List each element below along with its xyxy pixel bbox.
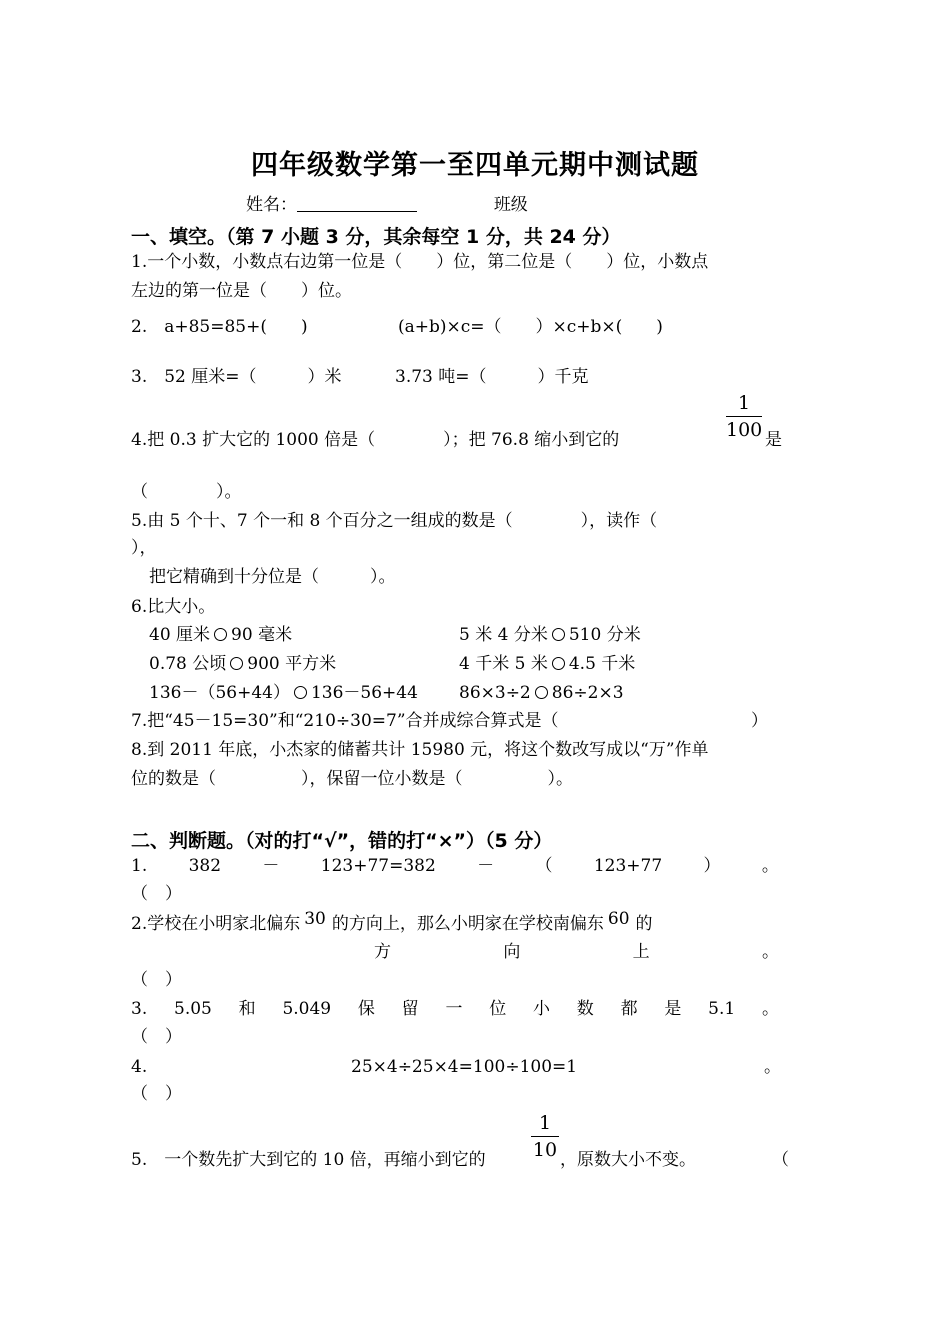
q-part: 123+77 bbox=[593, 856, 663, 876]
q-text: 的 bbox=[635, 914, 653, 934]
s2-q5-fraction bbox=[531, 1112, 559, 1161]
s2-q5-end: ，原数大小不变。 bbox=[560, 1150, 696, 1170]
compare-left: 0.78 公顷 bbox=[149, 654, 227, 674]
class-label: 班级 bbox=[493, 195, 528, 215]
s1-q3-b: 3.73 吨=（ ）千克 bbox=[395, 367, 589, 387]
fraction-numerator: 1 bbox=[538, 1112, 552, 1134]
s2-q4-number: 4. bbox=[131, 1057, 148, 1077]
fraction-denominator: 10 bbox=[532, 1139, 558, 1161]
compare-circle[interactable] bbox=[535, 686, 548, 699]
s1-q4-end: 是 bbox=[765, 430, 782, 450]
s2-q1 bbox=[131, 855, 779, 877]
s1-q7: 7.把“45－15=30”和“210÷30=7”合并成综合算式是（ bbox=[131, 711, 559, 731]
s2-q2-line2 bbox=[374, 941, 779, 963]
q-part: 和 bbox=[238, 999, 256, 1019]
q-part: 5.1 bbox=[708, 999, 736, 1019]
q-part: 位 bbox=[489, 999, 507, 1019]
q-part: 。 bbox=[761, 942, 779, 962]
s2-q4-expression: 25×4÷25×4=100÷100=1 bbox=[351, 1057, 578, 1077]
q-part: 5.05 bbox=[174, 999, 212, 1019]
compare-left: 86×3÷2 bbox=[459, 683, 531, 703]
q-part: 382 bbox=[188, 856, 222, 876]
section-1-heading: 一、填空。（第 7 小题 3 分，其余每空 1 分，共 24 分） bbox=[131, 226, 621, 248]
compare-item bbox=[459, 624, 641, 646]
q-part: ） bbox=[703, 856, 721, 876]
s1-q5-line1: 5.由 5 个十、7 个一和 8 个百分之一组成的数是（ ），读作（ bbox=[131, 511, 658, 531]
q-part: 一 bbox=[445, 999, 463, 1019]
compare-right: 90 毫米 bbox=[231, 625, 293, 645]
compare-left: 4 千米 5 米 bbox=[459, 654, 548, 674]
q-part: 。 bbox=[761, 999, 779, 1019]
q-part: 数 bbox=[576, 999, 594, 1019]
s2-q1-answer[interactable]: （ ） bbox=[131, 884, 182, 904]
compare-item bbox=[149, 653, 336, 675]
q-part: 是 bbox=[664, 999, 682, 1019]
name-blank[interactable] bbox=[297, 195, 417, 212]
compare-item bbox=[149, 624, 292, 646]
s2-q4-end: 。 bbox=[764, 1057, 781, 1077]
fraction-numerator: 1 bbox=[737, 392, 751, 414]
q-part: 1. bbox=[131, 856, 148, 876]
s2-q5-text: 5. 一个数先扩大到它的 10 倍，再缩小到它的 bbox=[131, 1150, 486, 1170]
s2-q2-answer[interactable]: （ ） bbox=[131, 970, 182, 990]
compare-circle[interactable] bbox=[230, 657, 243, 670]
s1-q4-line2: （ ）。 bbox=[131, 482, 242, 502]
q-part: 向 bbox=[503, 942, 521, 962]
s1-q6-head: 6.比大小。 bbox=[131, 597, 216, 617]
s1-q1-line2: 左边的第一位是（ ）位。 bbox=[131, 281, 352, 301]
q-text: 的方向上，那么小明家在学校南偏东 bbox=[331, 914, 604, 934]
s1-q5-line2: ）， bbox=[131, 538, 157, 558]
q-part: （ bbox=[535, 856, 553, 876]
page-title: 四年级数学第一至四单元期中测试题 bbox=[251, 150, 699, 181]
s1-q8-line1: 8.到 2011 年底，小杰家的储蓄共计 15980 元，将这个数改写成以“万”作单 bbox=[131, 740, 709, 760]
q-part: 小 bbox=[533, 999, 551, 1019]
fraction-denominator: 100 bbox=[726, 419, 763, 441]
s2-q5-answer[interactable]: （ bbox=[772, 1150, 789, 1170]
q-part: 上 bbox=[632, 942, 650, 962]
compare-item bbox=[459, 653, 635, 675]
compare-item bbox=[459, 682, 624, 704]
q-part: 123+77=382 bbox=[320, 856, 436, 876]
q-text: 2.学校在小明家北偏东 bbox=[131, 914, 301, 934]
name-label: 姓名： bbox=[246, 195, 297, 215]
fraction-bar bbox=[531, 1136, 559, 1137]
s1-q1-line1: 1.一个小数，小数点右边第一位是（ ）位，第二位是（ ）位，小数点 bbox=[131, 252, 709, 272]
compare-right: 900 平方米 bbox=[247, 654, 337, 674]
section-2-heading: 二、判断题。（对的打“√”，错的打“×”）（5 分） bbox=[131, 830, 553, 852]
s1-q7-end: ） bbox=[751, 711, 768, 731]
q-part: 都 bbox=[620, 999, 638, 1019]
s1-q3-a: 3. 52 厘米=（ ）米 bbox=[131, 367, 342, 387]
compare-left: 40 厘米 bbox=[149, 625, 211, 645]
s1-q2-b: (a+b)×c=（ ）×c+b×( ) bbox=[398, 317, 663, 337]
q-part: 保 bbox=[357, 999, 375, 1019]
s2-q4-answer[interactable]: （ ） bbox=[131, 1084, 182, 1104]
compare-left: 136－（56+44） bbox=[149, 683, 290, 703]
compare-right: 510 分米 bbox=[568, 625, 641, 645]
compare-circle[interactable] bbox=[552, 628, 565, 641]
compare-right: 86÷2×3 bbox=[551, 683, 624, 703]
student-info bbox=[246, 194, 528, 216]
angle-value: 30 bbox=[304, 909, 326, 929]
compare-circle[interactable] bbox=[214, 628, 227, 641]
fraction-bar bbox=[726, 416, 762, 417]
q-part: 。 bbox=[761, 856, 779, 876]
compare-right: 136－56+44 bbox=[310, 683, 418, 703]
compare-item bbox=[149, 682, 418, 704]
s1-q2-a: 2. a+85=85+( ) bbox=[131, 317, 308, 337]
compare-left: 5 米 4 分米 bbox=[459, 625, 548, 645]
q-part: 3. bbox=[131, 999, 148, 1019]
s2-q2-line1 bbox=[131, 909, 653, 935]
s1-q4-fraction bbox=[726, 392, 762, 441]
q-part: － bbox=[262, 856, 280, 876]
angle-value: 60 bbox=[607, 909, 630, 929]
compare-circle[interactable] bbox=[294, 686, 307, 699]
s2-q3-answer[interactable]: （ ） bbox=[131, 1027, 182, 1047]
s1-q4-text: 4.把 0.3 扩大它的 1000 倍是（ ）；把 76.8 缩小到它的 bbox=[131, 430, 620, 450]
s1-q5-line3: 把它精确到十分位是（ ）。 bbox=[149, 567, 396, 587]
compare-circle[interactable] bbox=[552, 657, 565, 670]
q-part: － bbox=[477, 856, 495, 876]
q-part: 5.049 bbox=[282, 999, 332, 1019]
compare-right: 4.5 千米 bbox=[568, 654, 636, 674]
s1-q8-line2: 位的数是（ ），保留一位小数是（ ）。 bbox=[131, 769, 573, 789]
q-part: 方 bbox=[374, 942, 391, 962]
s2-q3 bbox=[131, 998, 779, 1020]
q-part: 留 bbox=[401, 999, 419, 1019]
